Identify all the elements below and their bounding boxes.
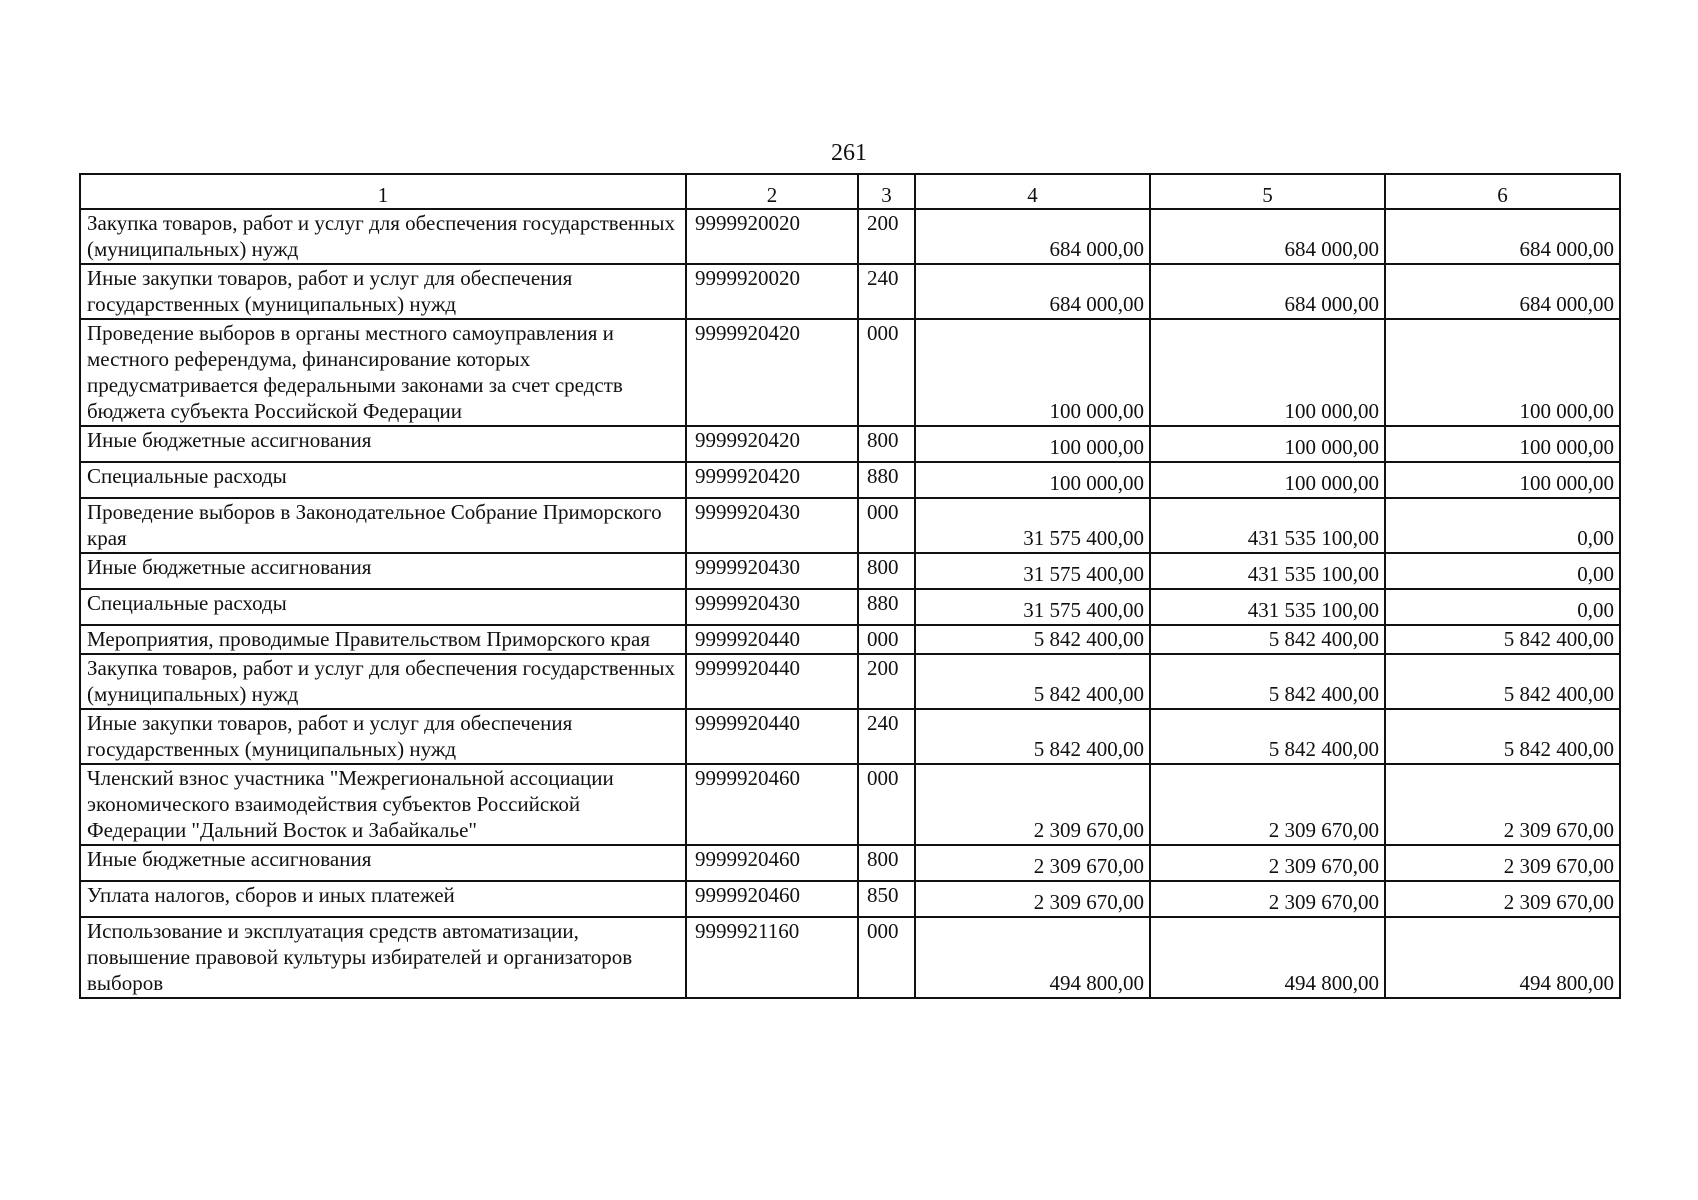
- cell-expense-type: 800: [858, 426, 915, 462]
- cell-code: 9999920440: [686, 654, 858, 709]
- table-row: [80, 709, 1620, 764]
- cell-expense-type: 000: [858, 498, 915, 553]
- cell-expense-type: 000: [858, 625, 915, 654]
- cell-value-col4: 684 000,00: [915, 209, 1150, 264]
- cell-code: 9999920020: [686, 209, 858, 264]
- cell-code: 9999920440: [686, 709, 858, 764]
- cell-name: Иные бюджетные ассигнования: [80, 845, 686, 881]
- cell-code: 9999920430: [686, 553, 858, 589]
- cell-value-col6: 5 842 400,00: [1385, 654, 1620, 709]
- cell-value-col4: 5 842 400,00: [915, 709, 1150, 764]
- cell-value-col4: 2 309 670,00: [915, 764, 1150, 845]
- header-cell-5: 5: [1150, 174, 1385, 209]
- header-cell-3: 3: [858, 174, 915, 209]
- table-row: [80, 845, 1620, 881]
- table-row: [80, 917, 1620, 998]
- cell-name: Специальные расходы: [80, 462, 686, 498]
- cell-value-col6: 2 309 670,00: [1385, 881, 1620, 917]
- cell-expense-type: 000: [858, 319, 915, 426]
- header-cell-1: 1: [80, 174, 686, 209]
- cell-name: Членский взнос участника "Межрегиональной ассоциации экономического взаимодействия субъектов Российской Федерации "Дальний Восток и Забайкалье": [80, 764, 686, 845]
- cell-expense-type: 880: [858, 589, 915, 625]
- table-row: [80, 553, 1620, 589]
- cell-name: Специальные расходы: [80, 589, 686, 625]
- cell-value-col6: 100 000,00: [1385, 319, 1620, 426]
- cell-value-col5: 2 309 670,00: [1150, 845, 1385, 881]
- cell-value-col4: 5 842 400,00: [915, 654, 1150, 709]
- cell-value-col5: 431 535 100,00: [1150, 589, 1385, 625]
- cell-value-col6: 0,00: [1385, 553, 1620, 589]
- cell-name: Иные закупки товаров, работ и услуг для обеспечения государственных (муниципальных) нужд: [80, 709, 686, 764]
- cell-value-col5: 2 309 670,00: [1150, 881, 1385, 917]
- cell-code: 9999920420: [686, 426, 858, 462]
- cell-value-col4: 2 309 670,00: [915, 881, 1150, 917]
- page-number: 261: [831, 140, 867, 166]
- cell-code: 9999921160: [686, 917, 858, 998]
- table-row: [80, 319, 1620, 426]
- cell-name: Проведение выборов в Законодательное Собрание Приморского края: [80, 498, 686, 553]
- cell-code: 9999920430: [686, 589, 858, 625]
- cell-expense-type: 240: [858, 709, 915, 764]
- cell-name: Закупка товаров, работ и услуг для обеспечения государственных (муниципальных) нужд: [80, 654, 686, 709]
- cell-name: Уплата налогов, сборов и иных платежей: [80, 881, 686, 917]
- cell-value-col6: 5 842 400,00: [1385, 709, 1620, 764]
- cell-expense-type: 240: [858, 264, 915, 319]
- table-row: [80, 462, 1620, 498]
- cell-value-col4: 100 000,00: [915, 426, 1150, 462]
- cell-value-col6: 2 309 670,00: [1385, 764, 1620, 845]
- cell-expense-type: 000: [858, 917, 915, 998]
- cell-value-col4: 100 000,00: [915, 319, 1150, 426]
- cell-value-col6: 494 800,00: [1385, 917, 1620, 998]
- table-row: [80, 654, 1620, 709]
- cell-value-col4: 494 800,00: [915, 917, 1150, 998]
- cell-code: 9999920460: [686, 881, 858, 917]
- cell-code: 9999920020: [686, 264, 858, 319]
- cell-value-col4: 100 000,00: [915, 462, 1150, 498]
- cell-value-col5: 684 000,00: [1150, 264, 1385, 319]
- cell-code: 9999920430: [686, 498, 858, 553]
- table-row: [80, 426, 1620, 462]
- table-row: [80, 209, 1620, 264]
- table-row: [80, 498, 1620, 553]
- cell-expense-type: 200: [858, 654, 915, 709]
- cell-expense-type: 800: [858, 553, 915, 589]
- cell-value-col4: 31 575 400,00: [915, 553, 1150, 589]
- cell-name: Иные бюджетные ассигнования: [80, 426, 686, 462]
- cell-value-col4: 684 000,00: [915, 264, 1150, 319]
- cell-expense-type: 800: [858, 845, 915, 881]
- header-cell-6: 6: [1385, 174, 1620, 209]
- cell-expense-type: 200: [858, 209, 915, 264]
- cell-expense-type: 880: [858, 462, 915, 498]
- cell-value-col5: 100 000,00: [1150, 462, 1385, 498]
- cell-value-col6: 5 842 400,00: [1385, 625, 1620, 654]
- cell-name: Проведение выборов в органы местного самоуправления и местного референдума, финансирование которых предусматривается федеральными законами за счет средств бюджета субъекта Российской Федерации: [80, 319, 686, 426]
- cell-value-col5: 431 535 100,00: [1150, 553, 1385, 589]
- cell-code: 9999920460: [686, 764, 858, 845]
- cell-value-col5: 684 000,00: [1150, 209, 1385, 264]
- cell-name: Иные бюджетные ассигнования: [80, 553, 686, 589]
- table-row: [80, 625, 1620, 654]
- table-row: [80, 264, 1620, 319]
- header-cell-2: 2: [686, 174, 858, 209]
- cell-value-col6: 684 000,00: [1385, 264, 1620, 319]
- cell-value-col5: 431 535 100,00: [1150, 498, 1385, 553]
- cell-name: Использование и эксплуатация средств автоматизации, повышение правовой культуры избирателей и организаторов выборов: [80, 917, 686, 998]
- cell-name: Иные закупки товаров, работ и услуг для обеспечения государственных (муниципальных) нужд: [80, 264, 686, 319]
- table-row: [80, 589, 1620, 625]
- cell-value-col5: 100 000,00: [1150, 426, 1385, 462]
- cell-code: 9999920460: [686, 845, 858, 881]
- cell-expense-type: 000: [858, 764, 915, 845]
- cell-value-col4: 31 575 400,00: [915, 498, 1150, 553]
- cell-value-col6: 100 000,00: [1385, 426, 1620, 462]
- cell-value-col6: 0,00: [1385, 589, 1620, 625]
- cell-value-col5: 5 842 400,00: [1150, 625, 1385, 654]
- cell-value-col5: 5 842 400,00: [1150, 709, 1385, 764]
- table-row: [80, 881, 1620, 917]
- cell-value-col4: 2 309 670,00: [915, 845, 1150, 881]
- table-row: [80, 764, 1620, 845]
- cell-value-col6: 2 309 670,00: [1385, 845, 1620, 881]
- cell-value-col4: 5 842 400,00: [915, 625, 1150, 654]
- cell-value-col5: 100 000,00: [1150, 319, 1385, 426]
- cell-name: Мероприятия, проводимые Правительством Приморского края: [80, 625, 686, 654]
- cell-value-col5: 2 309 670,00: [1150, 764, 1385, 845]
- cell-name: Закупка товаров, работ и услуг для обеспечения государственных (муниципальных) нужд: [80, 209, 686, 264]
- cell-value-col5: 494 800,00: [1150, 917, 1385, 998]
- cell-code: 9999920420: [686, 319, 858, 426]
- budget-table: [79, 173, 1621, 999]
- cell-value-col6: 100 000,00: [1385, 462, 1620, 498]
- table-header-row: [80, 174, 1620, 209]
- cell-value-col4: 31 575 400,00: [915, 589, 1150, 625]
- table-body: [80, 174, 1620, 998]
- cell-value-col5: 5 842 400,00: [1150, 654, 1385, 709]
- cell-code: 9999920440: [686, 625, 858, 654]
- cell-value-col6: 684 000,00: [1385, 209, 1620, 264]
- header-cell-4: 4: [915, 174, 1150, 209]
- cell-expense-type: 850: [858, 881, 915, 917]
- cell-code: 9999920420: [686, 462, 858, 498]
- cell-value-col6: 0,00: [1385, 498, 1620, 553]
